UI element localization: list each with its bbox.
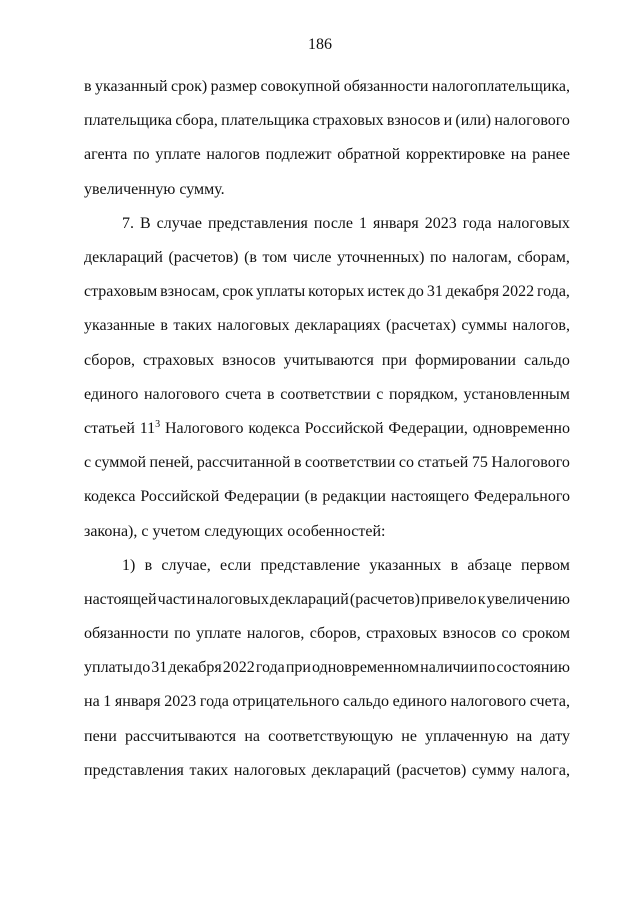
word: (расчетов) xyxy=(168,249,239,267)
text-line xyxy=(84,104,570,138)
word: года, xyxy=(536,283,570,301)
text-line xyxy=(84,549,570,583)
word: В xyxy=(139,214,151,232)
word: обратной xyxy=(337,146,401,164)
word: взносам, xyxy=(160,283,220,301)
word: одновременном xyxy=(312,659,420,677)
word: и xyxy=(443,112,453,130)
word: учетом xyxy=(152,522,201,540)
word: в xyxy=(450,556,459,574)
word: уплате xyxy=(155,146,201,164)
word: на xyxy=(510,146,527,164)
word: в xyxy=(84,78,92,96)
word: по xyxy=(429,249,447,267)
word: не xyxy=(401,727,417,745)
word: страховых xyxy=(366,625,438,643)
word: 2022 xyxy=(222,659,255,677)
word: налогового xyxy=(450,693,527,711)
word: налоговых xyxy=(196,590,269,608)
word: с xyxy=(376,385,384,403)
text-line xyxy=(84,446,570,480)
word: единого xyxy=(392,693,447,711)
word: налоговых xyxy=(497,214,570,232)
word: с xyxy=(84,454,92,472)
word: увеличению xyxy=(486,590,570,608)
word: 1) xyxy=(122,556,136,574)
word: установленным xyxy=(463,385,570,403)
word: кодекса xyxy=(84,488,136,506)
text-line xyxy=(84,514,570,548)
word: Налогового xyxy=(164,419,244,437)
word: учитываются xyxy=(283,351,374,369)
word: соответствующую xyxy=(268,727,394,745)
word: случае, xyxy=(161,556,211,574)
word: рассчитанной xyxy=(196,454,291,472)
word: страховых xyxy=(143,351,215,369)
word: наличии xyxy=(420,659,478,677)
word: со xyxy=(398,454,414,472)
word: пени xyxy=(84,727,117,745)
word: декларациях xyxy=(294,317,381,335)
word: деклараций xyxy=(269,590,349,608)
text-line xyxy=(84,378,570,412)
text-line xyxy=(84,685,570,719)
text-line xyxy=(84,241,570,275)
word: декабря xyxy=(445,283,500,301)
word: пеней, xyxy=(149,454,194,472)
word: налогам, xyxy=(452,249,512,267)
word: налогового xyxy=(143,385,220,403)
word: сборов, xyxy=(84,351,135,369)
word: порядком, xyxy=(389,385,458,403)
word: Российской xyxy=(304,419,384,437)
word: сальдо xyxy=(343,693,389,711)
word: редакции xyxy=(322,488,386,506)
word: агента xyxy=(84,146,128,164)
text-line xyxy=(84,138,570,172)
word: на xyxy=(84,693,100,711)
word: (или) xyxy=(455,112,492,130)
word: сбора, xyxy=(175,112,218,130)
word: статьей xyxy=(417,454,469,472)
word: сумму xyxy=(471,761,515,779)
word: января xyxy=(114,693,161,711)
word: в xyxy=(144,556,153,574)
word: к xyxy=(477,590,486,608)
text-line xyxy=(84,583,570,617)
text-line xyxy=(84,480,570,514)
text-line xyxy=(84,344,570,378)
word: следующих xyxy=(204,522,284,540)
word: уплате xyxy=(196,625,242,643)
word: уплаченную xyxy=(425,727,509,745)
word: кодекса xyxy=(248,419,300,437)
word: совокупной xyxy=(260,78,341,96)
text-line xyxy=(84,275,570,309)
word: взносов xyxy=(386,112,441,130)
text-line xyxy=(84,207,570,241)
word: закона), xyxy=(84,522,138,540)
word: 2023 xyxy=(424,214,457,232)
text-line xyxy=(84,754,570,788)
word: дату xyxy=(540,727,570,745)
word: налоговых xyxy=(217,317,290,335)
word: 2023 xyxy=(164,693,197,711)
word: со xyxy=(501,625,517,643)
word: (расчетов) xyxy=(396,761,467,779)
word: деклараций xyxy=(311,761,391,779)
word: срок xyxy=(222,283,254,301)
word: налогоплательщика, xyxy=(431,78,570,96)
word: части xyxy=(157,590,196,608)
word: на xyxy=(244,727,260,745)
word: суммой xyxy=(94,454,147,472)
word: при xyxy=(381,351,407,369)
word: ранее xyxy=(532,146,570,164)
page-number: 186 xyxy=(308,36,332,53)
word: Налогового xyxy=(491,454,570,472)
word: Российской xyxy=(140,488,220,506)
word: представление xyxy=(260,556,361,574)
word: таких xyxy=(189,761,229,779)
word: плательщика xyxy=(84,112,173,130)
word: суммы xyxy=(461,317,508,335)
word: до xyxy=(134,659,151,677)
word: на xyxy=(516,727,533,745)
word: 2022 xyxy=(502,283,535,301)
word: $11^3$ xyxy=(139,418,161,437)
word: сальдо xyxy=(523,351,570,369)
word: с xyxy=(141,522,149,540)
word: по xyxy=(174,625,191,643)
word: по xyxy=(133,146,150,164)
word: 1 xyxy=(103,693,112,711)
word: в xyxy=(293,454,302,472)
text-line xyxy=(84,173,570,207)
word: корректировке xyxy=(405,146,506,164)
text-line xyxy=(84,309,570,343)
word: (расчетов) xyxy=(349,590,420,608)
word: обязанности xyxy=(343,78,429,96)
word: случае xyxy=(156,214,202,232)
word: обязанности xyxy=(84,625,169,643)
word: настоящей xyxy=(84,590,157,608)
word: (расчетах) xyxy=(386,317,457,335)
word: особенностей: xyxy=(287,522,386,540)
word: (в xyxy=(304,488,318,506)
word: сроком xyxy=(522,625,570,643)
word: состоянию xyxy=(496,659,570,677)
word: указанный xyxy=(95,78,168,96)
word: числе xyxy=(292,249,332,267)
word: года xyxy=(255,659,285,677)
word: соответствии xyxy=(280,385,371,403)
word: при xyxy=(285,659,311,677)
word: налогов, xyxy=(512,317,570,335)
text-line xyxy=(84,651,570,685)
word: уточненных) xyxy=(337,249,425,267)
word: страховых xyxy=(312,112,384,130)
word: года xyxy=(199,693,229,711)
word: года xyxy=(462,214,492,232)
word: которых xyxy=(308,283,365,301)
word: увеличенную xyxy=(84,180,176,198)
document-body xyxy=(84,70,570,788)
text-line xyxy=(84,412,570,446)
word: января xyxy=(372,214,419,232)
word: декабря xyxy=(168,659,222,677)
word: формировании xyxy=(414,351,516,369)
word: 75 xyxy=(471,454,488,472)
word: сумму. xyxy=(179,180,225,198)
word: 31 xyxy=(151,659,168,677)
text-line xyxy=(84,70,570,104)
word: если xyxy=(220,556,252,574)
word: налоговых xyxy=(233,761,307,779)
word: налогов, xyxy=(246,625,305,643)
word: соответствии xyxy=(304,454,396,472)
word: счета xyxy=(225,385,262,403)
word: размер xyxy=(210,78,258,96)
word: указанных xyxy=(369,556,442,574)
word: Федерального xyxy=(473,488,570,506)
word: деклараций xyxy=(84,249,163,267)
word: представления xyxy=(207,214,308,232)
text-line xyxy=(84,720,570,754)
word: Федерации, xyxy=(388,419,468,437)
word: плательщика xyxy=(221,112,310,130)
word: срок) xyxy=(170,78,208,96)
word: 1 xyxy=(359,214,367,232)
word: истек xyxy=(367,283,405,301)
word: привело xyxy=(420,590,477,608)
word: взносов xyxy=(222,351,276,369)
word: налогов xyxy=(206,146,260,164)
word: по xyxy=(478,659,496,677)
word: представления xyxy=(84,761,184,779)
word: абзаце xyxy=(467,556,512,574)
word: налогового xyxy=(494,112,570,130)
word: одновременно xyxy=(472,419,570,437)
word: указанные xyxy=(84,317,156,335)
word: страховым xyxy=(84,283,158,301)
word: подлежит xyxy=(265,146,332,164)
word: том xyxy=(262,249,288,267)
word: в xyxy=(267,385,275,403)
word: 31 xyxy=(426,283,443,301)
word: отрицательного xyxy=(232,693,340,711)
word: таких xyxy=(173,317,212,335)
word: Федерации xyxy=(224,488,300,506)
word: первом xyxy=(520,556,570,574)
word: рассчитываются xyxy=(124,727,237,745)
word: счета, xyxy=(529,693,570,711)
word: (в xyxy=(244,249,257,267)
word: взносов xyxy=(442,625,497,643)
word: налога, xyxy=(520,761,570,779)
word: до xyxy=(407,283,424,301)
superscript: 3 xyxy=(155,418,161,430)
word: сборам, xyxy=(517,249,570,267)
word: уплаты xyxy=(84,659,133,677)
word: сборов, xyxy=(309,625,361,643)
word: 7. xyxy=(122,214,134,232)
word: после xyxy=(313,214,354,232)
text-line xyxy=(84,617,570,651)
word: в xyxy=(160,317,168,335)
word: статьей xyxy=(84,419,135,437)
word: настоящего xyxy=(390,488,470,506)
word: уплаты xyxy=(256,283,306,301)
word: единого xyxy=(84,385,139,403)
